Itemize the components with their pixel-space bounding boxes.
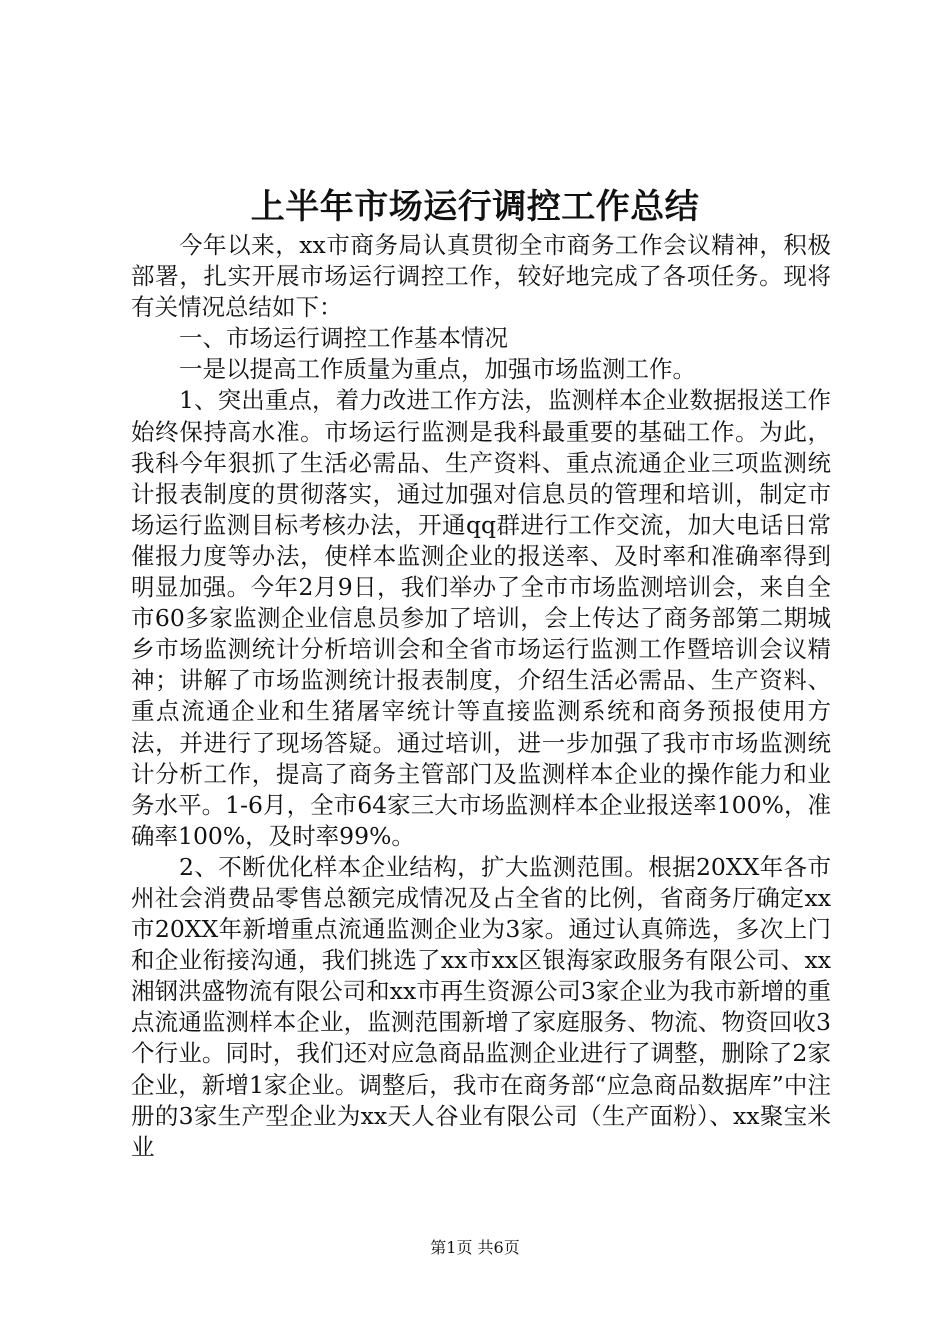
page-footer: 第1页 共6页 — [430, 1238, 520, 1257]
subsection-heading: 一是以提高工作质量为重点，加强市场监测工作。 — [179, 355, 696, 384]
paragraph-item-2: 2、不断优化样本企业结构，扩大监测范围。根据20XX年各市州社会消费品零售总额完成情况及占全省的比例，省商务厅确定xx市20XX年新增重点流通监测企业为3家。通过认真筛选，多次上门和企业衔接沟通，我们挑选了xx市xx区银海家政服务有限公司、xx湘钢洪盛物流有限公司和xx市再生资源公司3家企业为我市新增的重点流通监测样本企业，监测范围新增了家庭服务、物流、物资回收3个行业。同时，我们还对应急商品监测企业进行了调整，删除了2家企业，新增1家企业。调整后，我市在商务部“应急商品数据库”中注册的3家生产型企业为xx天人谷业有限公司（生产面粉）、xx聚宝米业 — [131, 852, 831, 1161]
section-heading: 一、市场运行调控工作基本情况 — [179, 324, 508, 353]
document-title: 上半年市场运行调控工作总结 — [250, 187, 700, 227]
paragraph-item-1: 1、突出重点，着力改进工作方法，监测样本企业数据报送工作始终保持高水准。市场运行监测是我科最重要的基础工作。为此，我科今年狠抓了生活必需品、生产资料、重点流通企业三项监测统计报表制度的贯彻落实，通过加强对信息员的管理和培训，制定市场运行监测目标考核办法，开通qq群进行工作交流，加大电话日常催报力度等办法，使样本监测企业的报送率、及时率和准确率得到明显加强。今年2月9日，我们举办了全市市场监测培训会，来自全市60多家监测企业信息员参加了培训，会上传达了商务部第二期城乡市场监测统计分析培训会和全省市场运行监测工作暨培训会议精神；讲解了市场监测统计报表制度，介绍生活必需品、生产资料、重点流通企业和生猪屠宰统计等直接监测系统和商务预报使用方法，并进行了现场答疑。通过培训，进一步加强了我市市场监测统计分析工作，提高了商务主管部门及监测样本企业的操作能力和业务水平。1-6月，全市64家三大市场监测样本企业报送率100%，准确率100%，及时率99%。 — [131, 386, 831, 850]
paragraph-intro: 今年以来，xx市商务局认真贯彻全市商务工作会议精神，积极部署，扎实开展市场运行调控工作，较好地完成了各项任务。现将有关情况总结如下： — [131, 231, 831, 322]
document-body — [131, 230, 831, 1163]
